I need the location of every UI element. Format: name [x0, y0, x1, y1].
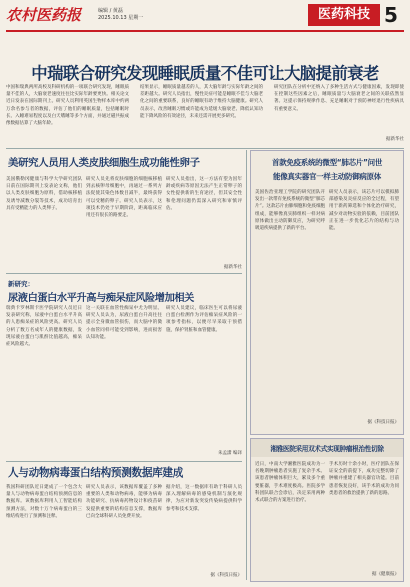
- article2-column-3: 研究人员指出，这一方法有望为因年龄或疾病等原因无法产生正常卵子的女性提供新的生育途径，但其安全性和伦理问题仍需深入研究和审慎评估。: [166, 177, 242, 211]
- masthead: [0, 0, 410, 44]
- sidebar2-credit: 据《健康报》: [372, 572, 399, 577]
- publication-info: [98, 8, 143, 21]
- sidebar1-subtitle: 能像真实器官一样主动防御病原体: [273, 172, 381, 181]
- sidebar2-title: 湘雅医院采用双术式实现肿瘤根治性切除: [270, 445, 384, 453]
- sidebar-surgery-box: [250, 438, 404, 582]
- sidebar-lung-chip-box: [250, 150, 404, 435]
- article3-column-3: 研究人员建议，临床医生可以将尿液白蛋白检测作为评估痴呆症风险的一项参考指标，以便尽早采取干预措施，保护肾脏和血管健康。: [166, 306, 242, 333]
- lead-headline: 中瑞联合研究发现睡眠质量不佳可让大脑提前衰老: [31, 64, 379, 83]
- article2-column-1: 美国俄勒冈健康与科学大学研究团队日前在国际期刊上发表论文称，他们以人类皮肤细胞为原料，借助核移植及诱导减数分裂等技术，成功培育出具有受精能力的人类卵子。: [6, 177, 82, 211]
- article4-headline: 人与动物病毒蛋白结构预测数据库建成: [8, 467, 183, 479]
- sidebar2-column-2: 手术历时十余小时，医疗团队在保证安全的前提下，成功完整切除了肿瘤并重建了相关器官功能。目前患者恢复良好，该手术的成功为同类患者的救治提供了新的思路。: [329, 462, 399, 496]
- article3-column-1: 瑞典卡罗林斯卡医学院研究人员近日发表研究称，尿液中白蛋白水平升高的人患痴呆症的风险更高。研究人员分析了数万名成年人的健康数据，发现尿液白蛋白与肌酐比值越高，痴呆症风险越大。: [6, 306, 82, 348]
- sidebar1-column-1: 美国佐治亚理工学院的研究团队开发出一款带有免疫系统的微型“肺芯片”。这款芯片由肺细胞和免疫细胞组成，能够像真实肺组织一样对病原体做出主动防御反应，为研究呼吸道疾病提供了新的平台。: [255, 190, 325, 232]
- newspaper-logo: 农村医药报: [6, 6, 82, 24]
- article4-column-3: 据介绍，这一数据库有助于科研人员深入理解病毒的感染机制与演化规律，为应对新发突发传染病提供科学参考和技术支撑。: [166, 485, 242, 512]
- article3-credit: 朱孟潇 编译: [218, 451, 242, 456]
- article4-credit: 据《科技日报》: [210, 573, 242, 578]
- article3-divider: [6, 461, 242, 462]
- article3-kicker: 新研究：: [8, 280, 34, 288]
- lead-column-1: 中国和瑞典两所高校及科研机构的一项联合研究发现，睡眠质量不佳的人，大脑衰老速度往往比实际年龄要更快。相关论文近日发表在国际期刊上。研究人员利用英国生物样本库中约两万余名参与者的数据，评估了他们的睡眠质量，包括睡眠时长、入睡难易程度以及白天嗜睡等多个方面，并通过磁共振成像数据估算了大脑年龄。: [6, 85, 129, 127]
- article3-column-2: 这一关联在血管性痴呆中尤为明显。研究人员认为，尿液白蛋白升高往往提示全身微血管损伤，而大脑中的微小血管同样可能受到影响，进而损害认知功能。: [86, 306, 162, 340]
- sidebar1-column-2: 研究人员表示，该芯片可以模拟肺部感染及炎症反应的全过程，有望用于新药筛选和个体化治疗研究，减少对动物实验的依赖，目前团队正在进一步优化芯片的结构与功能。: [329, 190, 399, 232]
- article4-column-1: 我国科研团队近日建成了一个包含大量人与动物病毒蛋白结构预测信息的数据库。该数据库利用人工智能结构预测方法，对数十万个病毒蛋白的三维结构进行了预测和注释。: [6, 485, 82, 519]
- sidebar1-credit: 据《科技日报》: [367, 420, 399, 425]
- lead-column-2: 结果显示，睡眠质量越差的人，其大脑年龄与实际年龄之间的差距越大。研究人员指出，慢性炎症可能是睡眠不佳与大脑老化之间的重要联系，良好的睡眠有助于维持大脑健康。研究人员表示，改善睡眠习惯或许能成为延缓大脑衰老、降低认知功能下降风险的有效途径，未来还需开展更多研究。: [140, 85, 263, 119]
- column-separator: [246, 150, 247, 580]
- masthead-rule: [6, 30, 404, 32]
- article2-headline: 美研究人员用人类皮肤细胞生成功能性卵子: [8, 157, 200, 169]
- editor-line: 编辑 / 黄磊: [98, 8, 123, 14]
- lead-column-3: 研究团队在分析中还纳入了多种生活方式与健康因素，发现即使在控制这些因素之后，睡眠质量与大脑衰老之间的关联依然显著。这提示保持规律作息、充足睡眠对于预防神经退行性疾病具有重要意义。: [274, 85, 404, 112]
- article2-credit: 据新华社: [224, 265, 242, 270]
- lead-credit: 据新华社: [386, 137, 404, 142]
- date-line: 2025.10.13 星期一: [98, 14, 144, 21]
- section-divider: [6, 148, 404, 149]
- page-number: 5: [384, 3, 398, 27]
- article3-headline: 尿液白蛋白水平升高与痴呆症风险增加相关: [8, 293, 194, 304]
- article2-column-2: 研究人员先将皮肤细胞的细胞核移植到去核卵母细胞中，再通过一系列方法促使其染色体数目减半，最终获得可以受精的卵子。研究人员表示，这项技术仍处于早期阶段，距离临床应用还有很长的路要走。: [86, 177, 162, 219]
- sidebar1-title: 首款免疫系统的微型“肺芯片”问世: [271, 158, 383, 167]
- section-label: 医药科技: [308, 4, 380, 26]
- article4-column-2: 研究人员表示，该数据库覆盖了多种重要的人类和动物病毒，能够为病毒功能研究、抗病毒药物设计和疫苗研发提供重要的结构信息支撑，数据库已向全球科研人员免费开放。: [86, 485, 162, 519]
- sidebar2-column-1: 近日，中南大学湘雅医院成功为一名晚期肿瘤患者实施了复杂手术。该患者肿瘤体积巨大，累及多个重要脏器，手术难度极高。医院多学科团队联合会诊后，决定采用两种术式联合的方案进行治疗。: [255, 462, 325, 504]
- article2-divider: [6, 273, 242, 274]
